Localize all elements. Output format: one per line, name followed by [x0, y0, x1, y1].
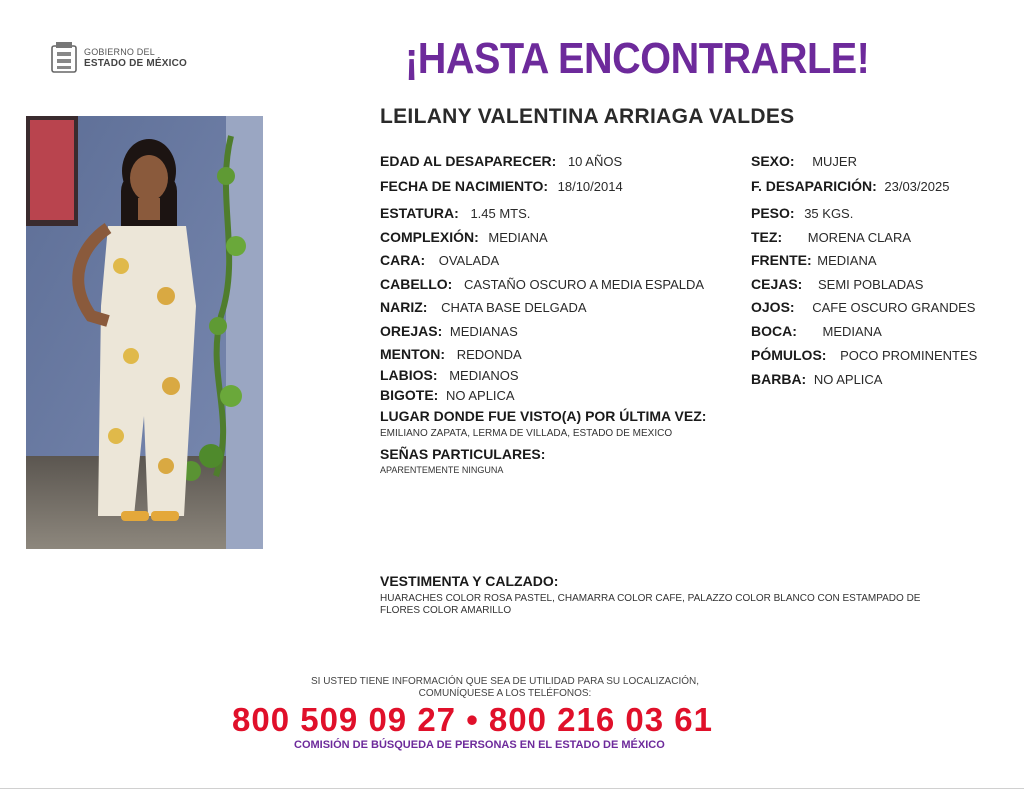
footer-divider: [0, 788, 1024, 789]
field-label: SEXO:: [751, 153, 795, 169]
field-label: BARBA:: [751, 371, 807, 387]
field-label: CABELLO:: [380, 276, 453, 292]
state-emblem-icon: [50, 40, 78, 76]
field-orejas: [380, 323, 518, 339]
field-label: COMPLEXIÓN:: [380, 229, 479, 245]
field-cejas: [751, 276, 923, 292]
field-label: FECHA DE NACIMIENTO:: [380, 178, 548, 194]
contact-info-line-1: SI USTED TIENE INFORMACIÓN QUE SEA DE UTILIDAD PARA SU LOCALIZACIÓN,: [310, 676, 700, 687]
field-ojos: [751, 299, 975, 315]
field-value: NO APLICA: [445, 388, 515, 403]
headline: ¡HASTA ENCONTRARLE!: [405, 34, 870, 83]
field-label: CEJAS:: [751, 276, 803, 292]
field-tez: [751, 229, 911, 245]
field-value: MUJER: [812, 154, 857, 169]
field-nacimiento: [380, 178, 623, 194]
field-labios: [380, 367, 519, 383]
field-label: CARA:: [380, 252, 426, 268]
marks-value: APARENTEMENTE NINGUNA: [380, 465, 504, 475]
field-value: 10 AÑOS: [567, 154, 623, 169]
field-label: TEZ:: [751, 229, 783, 245]
field-estatura: [380, 205, 530, 221]
field-value: 35 KGS.: [804, 206, 854, 221]
field-label: ESTATURA:: [380, 205, 459, 221]
marks-label: SEÑAS PARTICULARES:: [380, 446, 546, 462]
field-cabello: [380, 276, 704, 292]
field-value: OVALADA: [438, 253, 500, 268]
contact-info: [270, 676, 740, 700]
field-label: BIGOTE:: [380, 387, 439, 403]
field-value: CASTAÑO OSCURO A MEDIA ESPALDA: [463, 277, 705, 292]
field-value: POCO PROMINENTES: [840, 348, 978, 363]
field-label: BOCA:: [751, 323, 797, 339]
field-frente: [751, 252, 877, 268]
field-label: OREJAS:: [380, 323, 443, 339]
field-cara: [380, 252, 499, 268]
field-desaparicion: [751, 178, 949, 194]
agency-line-1: GOBIERNO DEL: [84, 47, 155, 57]
clothing-line-2: FLORES COLOR AMARILLO: [380, 605, 512, 616]
agency-name: [84, 47, 187, 69]
field-label: F. DESAPARICIÓN:: [751, 178, 877, 194]
last-seen-label: LUGAR DONDE FUE VISTO(A) POR ÚLTIMA VEZ:: [380, 408, 707, 424]
agency-logo: [50, 40, 187, 76]
agency-line-2: ESTADO DE MÉXICO: [84, 58, 188, 69]
field-label: PÓMULOS:: [751, 347, 827, 363]
field-label: FRENTE:: [751, 252, 812, 268]
field-label: PESO:: [751, 205, 795, 221]
field-peso: [751, 205, 853, 221]
field-menton: [380, 346, 522, 362]
field-value: 1.45 MTS.: [470, 206, 531, 221]
field-value: CAFE OSCURO GRANDES: [812, 300, 976, 315]
field-value: MEDIANA: [822, 324, 882, 339]
field-value: CHATA BASE DELGADA: [441, 300, 587, 315]
clothing-line-1: HUARACHES COLOR ROSA PASTEL, CHAMARRA COLOR CAFE, PALAZZO COLOR BLANCO CON ESTAMPADO DE: [380, 593, 921, 604]
field-value: MEDIANOS: [449, 368, 519, 383]
field-barba: [751, 371, 882, 387]
field-value: MEDIANAS: [449, 324, 518, 339]
field-boca: [751, 323, 882, 339]
field-value: MORENA CLARA: [807, 230, 912, 245]
field-pomulos: [751, 347, 977, 363]
field-value: MEDIANA: [488, 230, 548, 245]
field-value: REDONDA: [456, 347, 522, 362]
field-nariz: [380, 299, 587, 315]
field-value: 18/10/2014: [557, 179, 623, 194]
field-value: NO APLICA: [813, 372, 883, 387]
field-label: OJOS:: [751, 299, 795, 315]
field-value: SEMI POBLADAS: [817, 277, 924, 292]
clothing-label: VESTIMENTA Y CALZADO:: [380, 573, 559, 589]
contact-info-line-2: COMUNÍQUESE A LOS TELÉFONOS:: [418, 688, 592, 699]
person-name: LEILANY VALENTINA ARRIAGA VALDES: [380, 105, 795, 128]
field-complexion: [380, 229, 548, 245]
field-label: MENTON:: [380, 346, 446, 362]
field-value: 23/03/2025: [884, 179, 950, 194]
field-sexo: [751, 153, 857, 169]
field-edad: [380, 153, 622, 169]
field-label: LABIOS:: [380, 367, 438, 383]
last-seen-value: EMILIANO ZAPATA, LERMA DE VILLADA, ESTADO DE MEXICO: [380, 428, 673, 439]
missing-person-photo: [26, 116, 263, 549]
commission-name: COMISIÓN DE BÚSQUEDA DE PERSONAS EN EL ESTADO DE MÉXICO: [294, 739, 665, 751]
phone-numbers: 800 509 09 27 • 800 216 03 61: [232, 701, 713, 738]
field-label: EDAD AL DESAPARECER:: [380, 153, 557, 169]
field-bigote: [380, 387, 515, 403]
field-label: NARIZ:: [380, 299, 428, 315]
field-value: MEDIANA: [817, 253, 877, 268]
